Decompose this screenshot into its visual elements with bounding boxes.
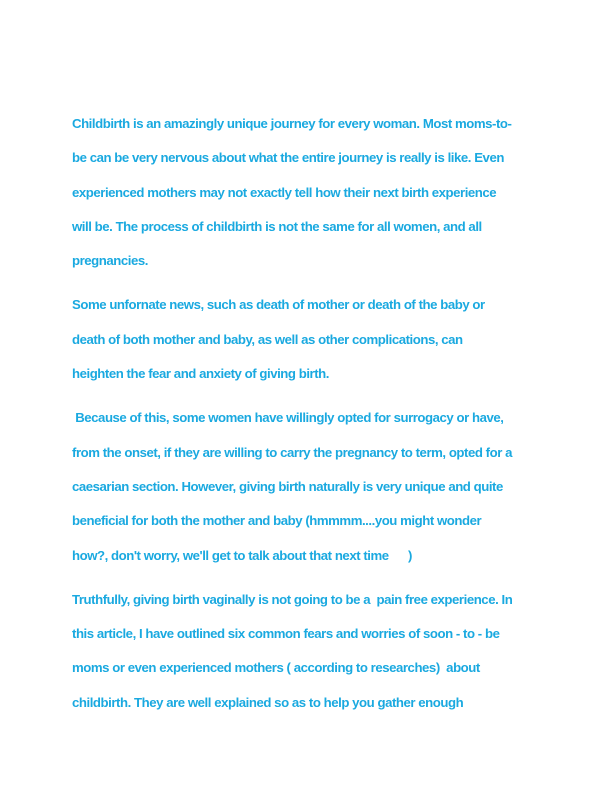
paragraph [72, 296, 552, 399]
paragraph [72, 409, 552, 580]
text-line: childbirth. They are well explained so as to help you gather enough [72, 694, 464, 710]
document-page [72, 115, 552, 728]
text-line: experienced mothers may not exactly tell how their next birth experience [72, 184, 497, 200]
text-line: beneficial for both the mother and baby (hmmmm....you might wonder [72, 513, 482, 529]
text-line: death of both mother and baby, as well as other complications, can [72, 331, 463, 347]
text-line: moms or even experienced mothers ( according to researches) about [72, 660, 480, 676]
text-line: be can be very nervous about what the entire journey is really is like. Even [72, 150, 504, 166]
text-line: caesarian section. However, giving birth naturally is very unique and quite [72, 478, 503, 494]
text-line: from the onset, if they are willing to carry the pregnancy to term, opted for a [72, 444, 513, 460]
text-line: will be. The process of childbirth is not the same for all women, and all [72, 218, 482, 234]
text-line: Because of this, some women have willingly opted for surrogacy or have, [72, 410, 504, 426]
text-line: Some unfornate news, such as death of mother or death of the baby or [72, 297, 485, 313]
text-line: heighten the fear and anxiety of giving birth. [72, 366, 329, 382]
paragraph [72, 591, 552, 728]
text-line: Truthfully, giving birth vaginally is not going to be a pain free experience. In [72, 591, 513, 607]
text-line: how?, don't worry, we'll get to talk about that next time ) [72, 547, 412, 563]
paragraph [72, 115, 552, 286]
text-line: pregnancies. [72, 253, 148, 269]
text-line: this article, I have outlined six common fears and worries of soon - to - be [72, 626, 500, 642]
text-line: Childbirth is an amazingly unique journey for every woman. Most moms-to- [72, 116, 512, 131]
